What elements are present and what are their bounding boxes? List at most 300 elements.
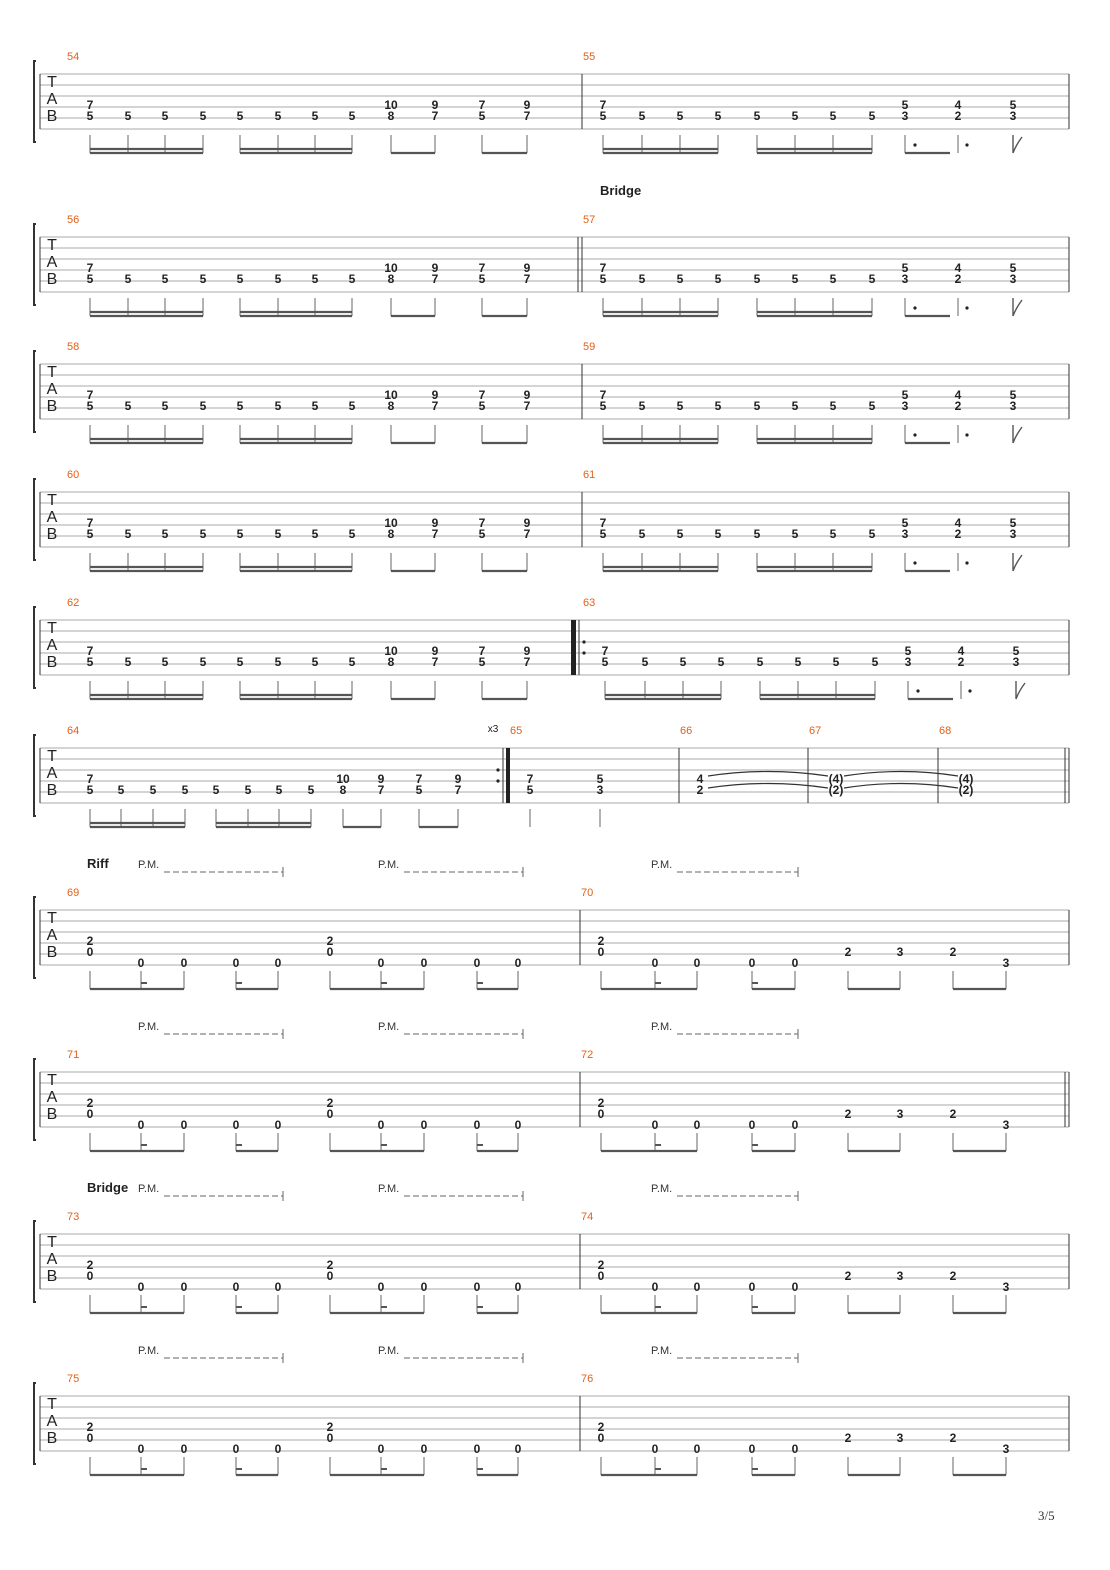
fret-number: 5 bbox=[676, 272, 684, 286]
fret-number: 5 bbox=[638, 527, 646, 541]
tab-clef-letter: A bbox=[46, 509, 58, 526]
fret-number: 5 bbox=[307, 783, 315, 797]
fret-number: 9 bbox=[377, 772, 385, 786]
fret-number: 2 bbox=[326, 1258, 334, 1272]
fret-number: 0 bbox=[514, 1442, 522, 1456]
bar-number: 63 bbox=[583, 597, 596, 609]
section-label: Riff bbox=[87, 856, 109, 871]
fret-number: 5 bbox=[124, 527, 132, 541]
fret-number: 0 bbox=[693, 1118, 701, 1132]
repeat-count: x3 bbox=[487, 724, 499, 735]
fret-number: 2 bbox=[597, 1096, 605, 1110]
fret-number: (4) bbox=[828, 772, 844, 786]
system-bracket bbox=[34, 1059, 36, 1140]
fret-number: 5 bbox=[871, 655, 879, 669]
fret-number: 8 bbox=[387, 109, 395, 123]
fret-number: 2 bbox=[86, 1420, 94, 1434]
fret-number: 0 bbox=[748, 1442, 756, 1456]
fret-number: 5 bbox=[274, 527, 282, 541]
palm-mute-label: P.M. bbox=[138, 1345, 160, 1357]
fret-number: 5 bbox=[1009, 516, 1017, 530]
palm-mute-label: P.M. bbox=[651, 1345, 673, 1357]
tab-clef-letter: A bbox=[46, 381, 58, 398]
fret-number: 2 bbox=[957, 655, 965, 669]
fret-number: 3 bbox=[1002, 1118, 1010, 1132]
bar-number: 65 bbox=[510, 725, 523, 737]
fret-number: 2 bbox=[86, 1258, 94, 1272]
bar-number: 75 bbox=[67, 1373, 80, 1385]
fret-number: 7 bbox=[523, 272, 531, 286]
fret-number: 3 bbox=[901, 399, 909, 413]
tab-clef-letter: T bbox=[47, 492, 57, 509]
fret-number: 7 bbox=[431, 109, 439, 123]
fret-number: 5 bbox=[124, 272, 132, 286]
fret-number: 0 bbox=[651, 956, 659, 970]
dot bbox=[913, 143, 916, 146]
fret-number: 9 bbox=[523, 388, 531, 402]
fret-number: 2 bbox=[954, 272, 962, 286]
fret-number: 0 bbox=[232, 956, 240, 970]
fret-number: 3 bbox=[1002, 1442, 1010, 1456]
tab-clef-letter: T bbox=[47, 910, 57, 927]
fret-number: 5 bbox=[161, 655, 169, 669]
fret-number: 0 bbox=[791, 956, 799, 970]
fret-number: 5 bbox=[86, 527, 94, 541]
fret-number: 5 bbox=[641, 655, 649, 669]
fret-number: 7 bbox=[599, 388, 607, 402]
fret-number: 9 bbox=[431, 644, 439, 658]
tab-clef-letter: B bbox=[46, 526, 58, 543]
fret-number: 2 bbox=[954, 399, 962, 413]
fret-number: 4 bbox=[954, 388, 962, 402]
fret-number: 7 bbox=[523, 399, 531, 413]
dot bbox=[968, 689, 971, 692]
fret-number: 10 bbox=[384, 516, 398, 530]
system-bracket bbox=[34, 479, 36, 560]
fret-number: 5 bbox=[901, 261, 909, 275]
fret-number: 3 bbox=[901, 109, 909, 123]
fret-number: 5 bbox=[638, 399, 646, 413]
fret-number: 5 bbox=[348, 655, 356, 669]
fret-number: 5 bbox=[311, 399, 319, 413]
fret-number: 5 bbox=[901, 98, 909, 112]
fret-number: 5 bbox=[236, 655, 244, 669]
tie-arc bbox=[708, 772, 828, 777]
fret-number: 5 bbox=[676, 527, 684, 541]
bar-number: 67 bbox=[809, 725, 822, 737]
fret-number: 2 bbox=[844, 1107, 852, 1121]
fret-number: 7 bbox=[86, 388, 94, 402]
fret-number: 5 bbox=[199, 272, 207, 286]
fret-number: 5 bbox=[1009, 98, 1017, 112]
tab-clef-letter: A bbox=[46, 637, 58, 654]
fret-number: 5 bbox=[124, 655, 132, 669]
fret-number: 5 bbox=[86, 655, 94, 669]
fret-number: 10 bbox=[384, 261, 398, 275]
fret-number: 0 bbox=[791, 1442, 799, 1456]
fret-number: 5 bbox=[117, 783, 125, 797]
fret-number: 5 bbox=[832, 655, 840, 669]
fret-number: 0 bbox=[473, 1118, 481, 1132]
tab-clef-letter: B bbox=[46, 654, 58, 671]
fret-number: 9 bbox=[431, 98, 439, 112]
fret-number: 5 bbox=[791, 272, 799, 286]
bar-number: 61 bbox=[583, 469, 596, 481]
fret-number: 9 bbox=[431, 388, 439, 402]
fret-number: 0 bbox=[137, 1442, 145, 1456]
fret-number: 0 bbox=[274, 1442, 282, 1456]
fret-number: 0 bbox=[232, 1280, 240, 1294]
fret-number: 7 bbox=[478, 644, 486, 658]
fret-number: 0 bbox=[473, 1280, 481, 1294]
fret-number: 5 bbox=[714, 399, 722, 413]
fret-number: 2 bbox=[949, 945, 957, 959]
fret-number: 0 bbox=[86, 1269, 94, 1283]
palm-mute-label: P.M. bbox=[138, 1183, 160, 1195]
fret-number: 2 bbox=[949, 1431, 957, 1445]
tie-arc bbox=[708, 784, 828, 789]
dot bbox=[965, 143, 968, 146]
fret-number: 10 bbox=[384, 98, 398, 112]
fret-number: 9 bbox=[523, 261, 531, 275]
fret-number: 5 bbox=[1009, 388, 1017, 402]
fret-number: 0 bbox=[274, 1280, 282, 1294]
fret-number: 0 bbox=[274, 1118, 282, 1132]
flag bbox=[1013, 298, 1022, 316]
fret-number: 3 bbox=[904, 655, 912, 669]
fret-number: 7 bbox=[523, 527, 531, 541]
fret-number: 0 bbox=[137, 1118, 145, 1132]
tab-clef-letter: A bbox=[46, 1089, 58, 1106]
bar-number: 58 bbox=[67, 341, 80, 353]
fret-number: 7 bbox=[415, 772, 423, 786]
bar-number: 70 bbox=[581, 887, 594, 899]
fret-number: 0 bbox=[651, 1280, 659, 1294]
fret-number: 3 bbox=[596, 783, 604, 797]
fret-number: 5 bbox=[596, 772, 604, 786]
fret-number: 5 bbox=[901, 388, 909, 402]
fret-number: 5 bbox=[829, 527, 837, 541]
palm-mute-label: P.M. bbox=[651, 1183, 673, 1195]
fret-number: 5 bbox=[599, 109, 607, 123]
fret-number: 4 bbox=[954, 98, 962, 112]
fret-number: 0 bbox=[420, 1280, 428, 1294]
fret-number: 5 bbox=[717, 655, 725, 669]
tab-clef-letter: T bbox=[47, 1396, 57, 1413]
fret-number: 2 bbox=[696, 783, 704, 797]
fret-number: 2 bbox=[86, 934, 94, 948]
fret-number: 5 bbox=[599, 399, 607, 413]
fret-number: 7 bbox=[599, 98, 607, 112]
fret-number: 5 bbox=[86, 272, 94, 286]
fret-number: 7 bbox=[526, 772, 534, 786]
fret-number: 8 bbox=[387, 527, 395, 541]
bar-number: 64 bbox=[67, 725, 80, 737]
fret-number: 3 bbox=[1009, 272, 1017, 286]
fret-number: 7 bbox=[478, 261, 486, 275]
system-bracket bbox=[34, 1383, 36, 1464]
fret-number: 5 bbox=[236, 399, 244, 413]
fret-number: 5 bbox=[161, 399, 169, 413]
system-bracket bbox=[34, 224, 36, 305]
tab-clef-letter: B bbox=[46, 1268, 58, 1285]
fret-number: 3 bbox=[1002, 956, 1010, 970]
fret-number: 5 bbox=[753, 109, 761, 123]
fret-number: 0 bbox=[597, 945, 605, 959]
fret-number: 0 bbox=[420, 1442, 428, 1456]
tie-arc bbox=[844, 784, 958, 789]
fret-number: 2 bbox=[844, 1269, 852, 1283]
fret-number: 5 bbox=[753, 399, 761, 413]
fret-number: 5 bbox=[714, 272, 722, 286]
fret-number: 5 bbox=[199, 399, 207, 413]
fret-number: 5 bbox=[599, 272, 607, 286]
fret-number: 0 bbox=[86, 945, 94, 959]
bar-number: 76 bbox=[581, 1373, 594, 1385]
fret-number: 5 bbox=[348, 272, 356, 286]
fret-number: 5 bbox=[161, 527, 169, 541]
fret-number: 0 bbox=[86, 1431, 94, 1445]
fret-number: 5 bbox=[1009, 261, 1017, 275]
fret-number: 3 bbox=[896, 1107, 904, 1121]
bar-number: 62 bbox=[67, 597, 80, 609]
fret-number: 9 bbox=[523, 98, 531, 112]
fret-number: 2 bbox=[954, 109, 962, 123]
palm-mute-label: P.M. bbox=[651, 859, 673, 871]
tab-clef-letter: A bbox=[46, 91, 58, 108]
bar-number: 74 bbox=[581, 1211, 594, 1223]
tab-clef-letter: A bbox=[46, 765, 58, 782]
fret-number: 7 bbox=[454, 783, 462, 797]
fret-number: 0 bbox=[180, 1280, 188, 1294]
fret-number: 0 bbox=[693, 1280, 701, 1294]
tab-clef-letter: B bbox=[46, 1106, 58, 1123]
bar-number: 57 bbox=[583, 214, 596, 226]
fret-number: 2 bbox=[949, 1269, 957, 1283]
fret-number: 0 bbox=[326, 945, 334, 959]
system-bracket bbox=[34, 897, 36, 978]
fret-number: 5 bbox=[679, 655, 687, 669]
section-label: Bridge bbox=[87, 1180, 129, 1195]
fret-number: 5 bbox=[829, 109, 837, 123]
flag bbox=[1013, 135, 1022, 153]
fret-number: 5 bbox=[86, 783, 94, 797]
repeat-dot bbox=[582, 640, 585, 643]
fret-number: 5 bbox=[601, 655, 609, 669]
fret-number: 5 bbox=[829, 272, 837, 286]
fret-number: 5 bbox=[676, 109, 684, 123]
bar-number: 56 bbox=[67, 214, 80, 226]
fret-number: 3 bbox=[1009, 527, 1017, 541]
fret-number: 2 bbox=[597, 1258, 605, 1272]
fret-number: 0 bbox=[473, 956, 481, 970]
fret-number: 7 bbox=[86, 516, 94, 530]
fret-number: 7 bbox=[599, 516, 607, 530]
fret-number: 2 bbox=[954, 527, 962, 541]
fret-number: 0 bbox=[693, 956, 701, 970]
dot bbox=[965, 561, 968, 564]
fret-number: 5 bbox=[638, 272, 646, 286]
fret-number: 0 bbox=[326, 1431, 334, 1445]
fret-number: 7 bbox=[523, 655, 531, 669]
fret-number: 5 bbox=[274, 655, 282, 669]
fret-number: 5 bbox=[794, 655, 802, 669]
fret-number: 5 bbox=[753, 272, 761, 286]
fret-number: 8 bbox=[387, 655, 395, 669]
fret-number: 0 bbox=[137, 1280, 145, 1294]
fret-number: 5 bbox=[274, 272, 282, 286]
fret-number: 5 bbox=[149, 783, 157, 797]
fret-number: 9 bbox=[523, 644, 531, 658]
fret-number: 0 bbox=[420, 956, 428, 970]
fret-number: 5 bbox=[638, 109, 646, 123]
fret-number: 10 bbox=[384, 644, 398, 658]
fret-number: 0 bbox=[377, 1280, 385, 1294]
fret-number: 2 bbox=[597, 1420, 605, 1434]
fret-number: 5 bbox=[181, 783, 189, 797]
fret-number: 5 bbox=[311, 655, 319, 669]
bar-number: 59 bbox=[583, 341, 596, 353]
tab-clef-letter: B bbox=[46, 782, 58, 799]
tab-clef-letter: B bbox=[46, 944, 58, 961]
fret-number: 3 bbox=[1009, 109, 1017, 123]
system-bracket bbox=[34, 1221, 36, 1302]
fret-number: 5 bbox=[244, 783, 252, 797]
fret-number: 7 bbox=[86, 98, 94, 112]
fret-number: 5 bbox=[348, 399, 356, 413]
fret-number: 5 bbox=[478, 655, 486, 669]
fret-number: 0 bbox=[514, 956, 522, 970]
fret-number: 0 bbox=[748, 1280, 756, 1294]
fret-number: 5 bbox=[236, 272, 244, 286]
fret-number: (2) bbox=[828, 783, 844, 797]
fret-number: 5 bbox=[348, 109, 356, 123]
palm-mute-label: P.M. bbox=[651, 1021, 673, 1033]
fret-number: 0 bbox=[514, 1118, 522, 1132]
fret-number: 5 bbox=[124, 399, 132, 413]
fret-number: 8 bbox=[339, 783, 347, 797]
fret-number: 5 bbox=[274, 399, 282, 413]
fret-number: 2 bbox=[326, 934, 334, 948]
fret-number: 7 bbox=[478, 388, 486, 402]
fret-number: 5 bbox=[901, 516, 909, 530]
bar-number: 73 bbox=[67, 1211, 80, 1223]
fret-number: 2 bbox=[949, 1107, 957, 1121]
fret-number: (4) bbox=[958, 772, 974, 786]
fret-number: 5 bbox=[275, 783, 283, 797]
fret-number: 0 bbox=[597, 1431, 605, 1445]
fret-number: 7 bbox=[478, 516, 486, 530]
fret-number: 0 bbox=[597, 1269, 605, 1283]
tab-clef-letter: A bbox=[46, 1413, 58, 1430]
repeat-dot bbox=[496, 779, 499, 782]
fret-number: 7 bbox=[523, 109, 531, 123]
fret-number: 5 bbox=[478, 399, 486, 413]
fret-number: 5 bbox=[791, 109, 799, 123]
fret-number: 3 bbox=[1009, 399, 1017, 413]
palm-mute-label: P.M. bbox=[378, 1345, 400, 1357]
fret-number: 7 bbox=[86, 644, 94, 658]
dot bbox=[913, 433, 916, 436]
fret-number: 0 bbox=[180, 1442, 188, 1456]
fret-number: 5 bbox=[904, 644, 912, 658]
dot bbox=[916, 689, 919, 692]
fret-number: 0 bbox=[137, 956, 145, 970]
bar-number: 66 bbox=[680, 725, 693, 737]
section-label: Bridge bbox=[600, 183, 642, 198]
fret-number: 2 bbox=[326, 1096, 334, 1110]
fret-number: 5 bbox=[161, 109, 169, 123]
repeat-dot bbox=[496, 768, 499, 771]
fret-number: 7 bbox=[431, 655, 439, 669]
fret-number: 7 bbox=[86, 772, 94, 786]
tab-clef-letter: A bbox=[46, 1251, 58, 1268]
fret-number: 2 bbox=[844, 945, 852, 959]
palm-mute-label: P.M. bbox=[378, 859, 400, 871]
fret-number: 0 bbox=[651, 1118, 659, 1132]
fret-number: 4 bbox=[696, 772, 704, 786]
fret-number: 5 bbox=[478, 527, 486, 541]
fret-number: 5 bbox=[348, 527, 356, 541]
fret-number: 7 bbox=[601, 644, 609, 658]
fret-number: 5 bbox=[791, 527, 799, 541]
fret-number: 0 bbox=[473, 1442, 481, 1456]
fret-number: 2 bbox=[326, 1420, 334, 1434]
bar-number: 71 bbox=[67, 1049, 80, 1061]
fret-number: 0 bbox=[326, 1107, 334, 1121]
fret-number: 5 bbox=[124, 109, 132, 123]
fret-number: 4 bbox=[954, 261, 962, 275]
fret-number: 5 bbox=[676, 399, 684, 413]
fret-number: 5 bbox=[161, 272, 169, 286]
fret-number: 0 bbox=[86, 1107, 94, 1121]
flag bbox=[1013, 425, 1022, 443]
fret-number: 5 bbox=[311, 272, 319, 286]
bar-number: 69 bbox=[67, 887, 80, 899]
fret-number: 5 bbox=[868, 527, 876, 541]
fret-number: 5 bbox=[868, 109, 876, 123]
fret-number: 2 bbox=[844, 1431, 852, 1445]
fret-number: 5 bbox=[753, 527, 761, 541]
fret-number: 5 bbox=[1012, 644, 1020, 658]
fret-number: 5 bbox=[415, 783, 423, 797]
fret-number: 9 bbox=[454, 772, 462, 786]
fret-number: 5 bbox=[714, 109, 722, 123]
fret-number: 0 bbox=[326, 1269, 334, 1283]
fret-number: 3 bbox=[896, 1431, 904, 1445]
fret-number: 5 bbox=[274, 109, 282, 123]
bar-number: 68 bbox=[939, 725, 952, 737]
fret-number: 9 bbox=[431, 516, 439, 530]
fret-number: 3 bbox=[901, 272, 909, 286]
fret-number: 5 bbox=[868, 399, 876, 413]
flag bbox=[1016, 681, 1025, 699]
fret-number: 5 bbox=[311, 109, 319, 123]
fret-number: 5 bbox=[236, 109, 244, 123]
fret-number: 0 bbox=[232, 1442, 240, 1456]
system-bracket bbox=[34, 61, 36, 142]
fret-number: 7 bbox=[431, 527, 439, 541]
bar-number: 55 bbox=[583, 51, 596, 63]
fret-number: 5 bbox=[714, 527, 722, 541]
fret-number: 5 bbox=[868, 272, 876, 286]
dot bbox=[965, 433, 968, 436]
fret-number: 0 bbox=[180, 956, 188, 970]
tab-clef-letter: B bbox=[46, 271, 58, 288]
fret-number: 2 bbox=[597, 934, 605, 948]
fret-number: 0 bbox=[791, 1280, 799, 1294]
dot bbox=[913, 561, 916, 564]
